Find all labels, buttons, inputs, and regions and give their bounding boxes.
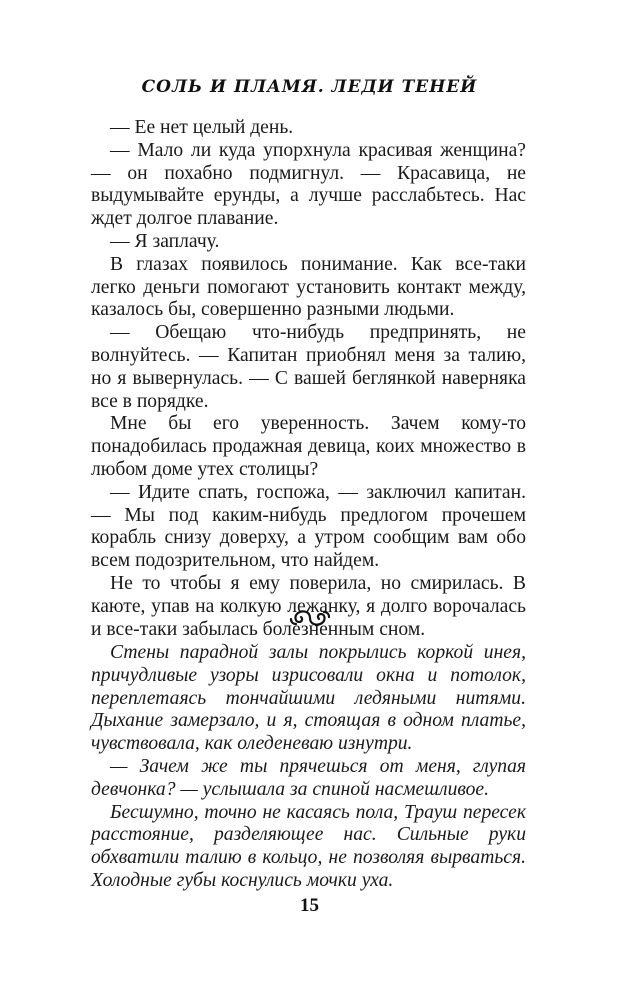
section-divider — [0, 607, 619, 634]
paragraph: Бесшумно, точно не касаясь пола, Трауш пересек расстояние, разделяющее нас. Сильные руки обхватили талию в кольцо, не позволяя вырваться. Холодные губы коснулись мочки уха. — [91, 801, 526, 891]
paragraph: — Мало ли куда упорхнула красивая женщина? — он похабно подмигнул. — Красавица, не выдумывайте ерунды, а лучше расслабьтесь. Нас ждет долгое плавание. — [91, 139, 526, 230]
paragraph: — Идите спать, госпожа, — заключил капитан. — Мы под каким-нибудь предлогом прочешем корабль снизу доверху, а утром сообщим вам обо всем подозрительном, что найдем. — [91, 481, 526, 572]
paragraph: — Зачем же ты прячешься от меня, глупая девчонка? — услышала за спиной насмешливое. — [91, 755, 526, 800]
paragraph: — Я заплачу. — [110, 230, 220, 252]
running-header: СОЛЬ И ПЛАМЯ. ЛЕДИ ТЕНЕЙ — [141, 77, 478, 97]
paragraph: Не то чтобы я ему поверила, но смирилась. В каюте, упав на колкую лежанку, я долго ворочалась и все-таки забылась болезненным сном. — [91, 572, 526, 640]
italic-text — [91, 642, 526, 893]
main-text — [91, 117, 526, 641]
page-number: 15 — [300, 895, 319, 916]
paragraph: — Ее нет целый день. — [110, 117, 294, 138]
double-swirl-ornament-icon — [288, 607, 332, 629]
paragraph: В глазах появилось понимание. Как все-таки легко деньги помогают установить контакт между, казалось бы, совершенно разными людьми. — [91, 253, 526, 321]
paragraph: Мне бы его уверенность. Зачем кому-то понадобилась продажная девица, коих множество в любом доме утех столицы? — [91, 413, 526, 480]
paragraph: — Обещаю что-нибудь предпринять, не волнуйтесь. — Капитан приобнял меня за талию, но я вывернулась. — С вашей беглянкой наверняка все в порядке. — [91, 322, 526, 412]
paragraph: Стены парадной залы покрылись коркой инея, причудливые узоры изрисовали окна и потолок, переплетаясь тончайшими ледяными нитями. Дыхание замерзало, и я, стоящая в одном платье, чувствовала, как оледеневаю изнутри. — [91, 642, 526, 755]
